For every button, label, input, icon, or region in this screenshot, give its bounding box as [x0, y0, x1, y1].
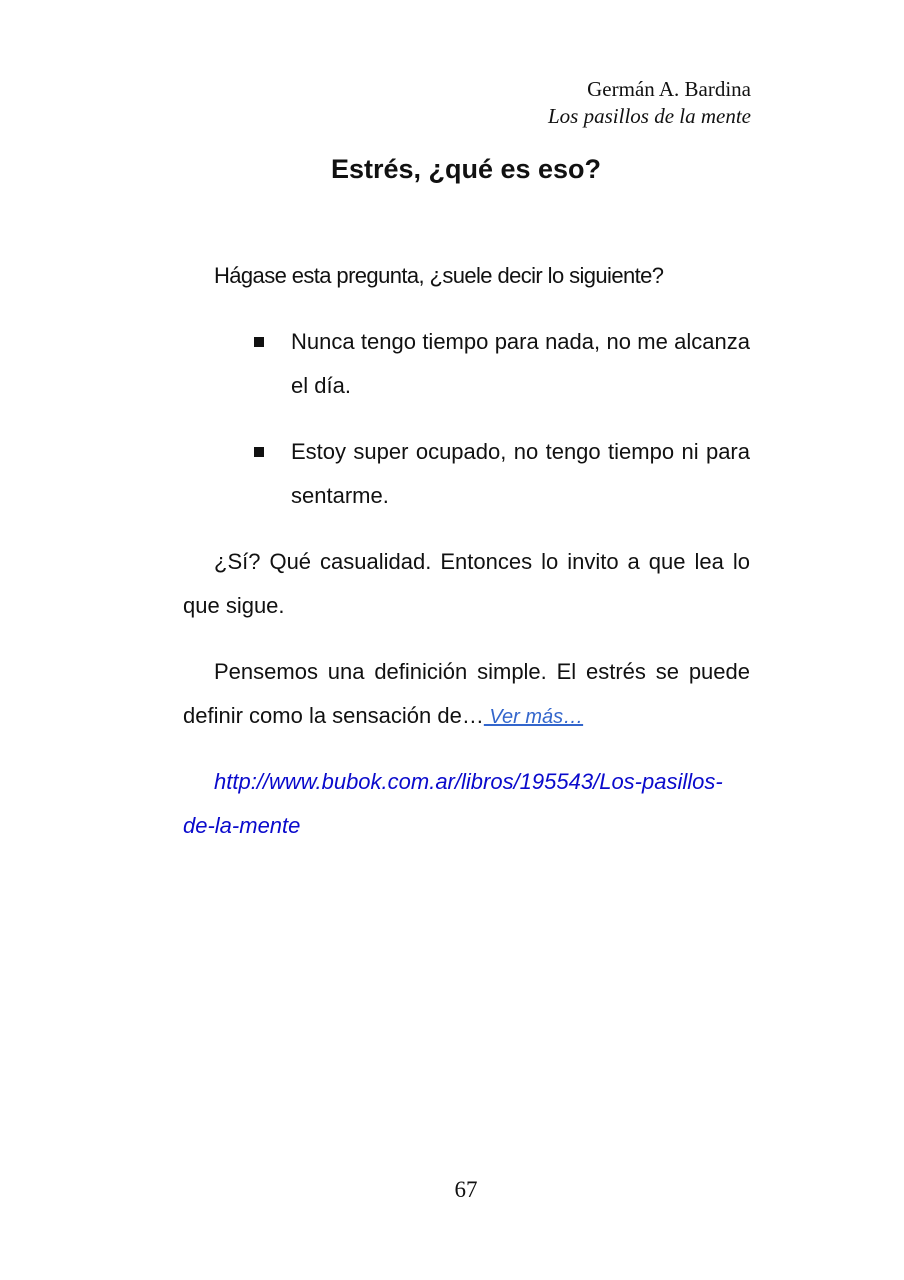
- paragraph-definition: [183, 650, 750, 739]
- question-paragraph: Hágase esta pregunta, ¿suele decir lo siguiente?: [214, 263, 664, 288]
- author-name: Germán A. Bardina: [587, 77, 751, 101]
- page-number: 67: [454, 1177, 478, 1202]
- running-header: [548, 76, 751, 130]
- bullet-item-2: Estoy super ocupado, no tengo tiempo ni para sentarme.: [291, 439, 750, 508]
- paragraph-invitation: ¿Sí? Qué casualidad. Entonces lo invito a que lea lo que sigue.: [183, 549, 750, 618]
- see-more-link[interactable]: Ver más…: [483, 706, 584, 728]
- bullet-square-icon: [254, 447, 264, 457]
- definition-text: Pensemos una definición simple. El estrés se puede definir como la sensación de…: [183, 659, 750, 728]
- bullet-square-icon: [254, 337, 264, 347]
- book-title: Los pasillos de la mente: [548, 104, 751, 128]
- bullet-item-1: Nunca tengo tiempo para nada, no me alcanza el día.: [291, 329, 750, 398]
- chapter-title: Estrés, ¿qué es eso?: [330, 154, 602, 184]
- book-url-link[interactable]: http://www.bubok.com.ar/libros/195543/Los-pasillos-de-la-mente: [183, 769, 723, 838]
